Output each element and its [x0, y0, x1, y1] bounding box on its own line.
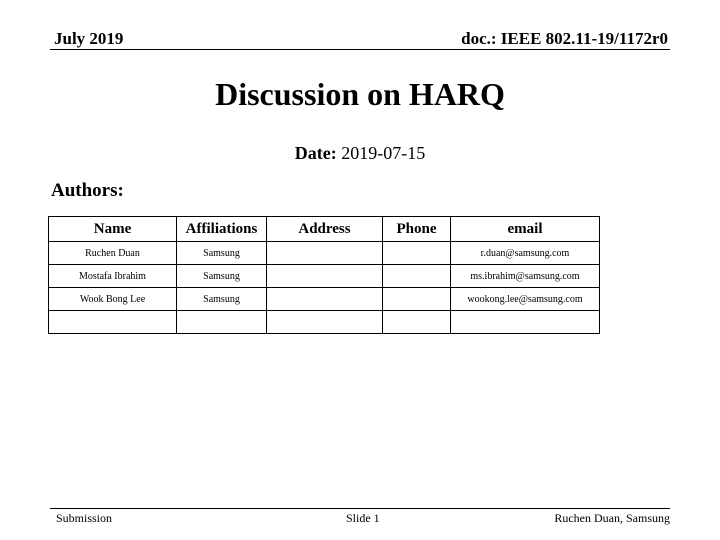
author-address-cell	[267, 242, 383, 265]
table-row	[49, 311, 600, 334]
author-email-cell: wookong.lee@samsung.com	[451, 288, 600, 311]
author-phone-cell	[383, 265, 451, 288]
column-header-phone: Phone	[383, 217, 451, 242]
date-value: 2019-07-15	[341, 143, 426, 163]
author-address-cell	[267, 288, 383, 311]
author-address-cell	[267, 265, 383, 288]
author-name-cell: Wook Bong Lee	[49, 288, 177, 311]
footer-author: Ruchen Duan, Samsung	[554, 511, 670, 525]
author-email-cell	[451, 311, 600, 334]
slide-title: Discussion on HARQ	[215, 76, 505, 112]
header-doc-id: doc.: IEEE 802.11-19/1172r0	[461, 29, 668, 48]
author-phone-cell	[383, 288, 451, 311]
table-row	[49, 265, 600, 288]
column-header-name: Name	[49, 217, 177, 242]
footer-submission: Submission	[56, 511, 113, 525]
author-affiliation-cell	[177, 311, 267, 334]
header-date: July 2019	[54, 29, 124, 48]
column-header-affiliations: Affiliations	[177, 217, 267, 242]
author-name-cell	[49, 311, 177, 334]
table-header-row	[49, 217, 600, 242]
author-name-cell: Ruchen Duan	[49, 242, 177, 265]
footer-slide-number: Slide 1	[346, 511, 380, 525]
author-name-cell: Mostafa Ibrahim	[49, 265, 177, 288]
author-phone-cell	[383, 311, 451, 334]
column-header-email: email	[451, 217, 600, 242]
author-email-cell: ms.ibrahim@samsung.com	[451, 265, 600, 288]
author-affiliation-cell: Samsung	[177, 265, 267, 288]
date-label: Date:	[294, 143, 337, 163]
authors-table	[48, 216, 600, 334]
date-line	[0, 143, 720, 164]
author-address-cell	[267, 311, 383, 334]
header-divider	[50, 49, 670, 50]
column-header-address: Address	[267, 217, 383, 242]
author-affiliation-cell: Samsung	[177, 242, 267, 265]
authors-label: Authors:	[51, 180, 124, 201]
table-row	[49, 242, 600, 265]
author-email-cell: r.duan@samsung.com	[451, 242, 600, 265]
author-affiliation-cell: Samsung	[177, 288, 267, 311]
footer-divider	[50, 508, 670, 509]
author-phone-cell	[383, 242, 451, 265]
table-row	[49, 288, 600, 311]
